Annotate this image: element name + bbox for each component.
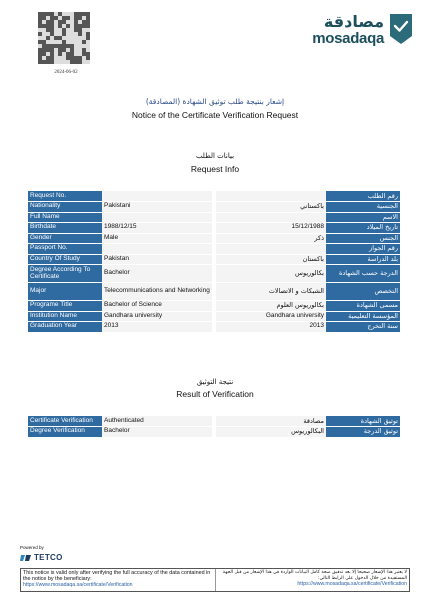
row-value: Bachelor	[102, 265, 212, 283]
row-label-arabic: رقم الجواز	[326, 244, 400, 255]
tetco-logo	[20, 553, 63, 562]
row-value: Authenticated	[102, 416, 212, 427]
row-label: Major	[28, 283, 102, 301]
row-value-arabic	[216, 244, 326, 255]
table-row	[28, 416, 400, 427]
table-row	[28, 202, 400, 213]
tetco-brand-text: TETCO	[34, 553, 63, 562]
logo-english-text: mosadaqa	[312, 30, 384, 47]
request-info-heading: Request Info	[190, 164, 240, 174]
verification-link-arabic[interactable]: https://www.mosadaqa.sa/certificate/Verification	[297, 581, 407, 587]
result-heading: Result of Verification	[176, 389, 254, 399]
row-value-arabic: Gandhara university	[216, 311, 326, 322]
table-row	[28, 212, 400, 223]
row-label-arabic: المؤسسة التعليمية	[326, 311, 400, 322]
row-value: Pakistani	[102, 202, 212, 213]
notice-arabic	[215, 569, 409, 591]
table-row	[28, 191, 400, 202]
result-heading-arabic: نتيجة التوثيق	[196, 378, 234, 386]
table-row	[28, 233, 400, 244]
table-row	[28, 265, 400, 283]
row-label: Gender	[28, 233, 102, 244]
tetco-mark-icon	[20, 554, 32, 562]
verification-link-english[interactable]: https://www.mosadaqa.sa/certificate/Verification	[23, 582, 133, 589]
row-label: Country Of Study	[28, 254, 102, 265]
page-title: Notice of the Certificate Verification Request	[131, 110, 299, 120]
qr-date: 2024-06-02	[54, 70, 78, 75]
row-value-arabic: بكالوريوس العلوم	[216, 301, 326, 312]
powered-by-label: Powered by	[20, 545, 44, 550]
row-value: Male	[102, 233, 212, 244]
row-value: Gandhara university	[102, 311, 212, 322]
row-label-arabic: الدرجة حسب الشهادة	[326, 265, 400, 283]
table-row	[28, 322, 400, 333]
row-label: Certificate Verification	[28, 416, 102, 427]
row-value	[102, 212, 212, 223]
row-value-arabic: 15/12/1988	[216, 223, 326, 234]
row-label-arabic: توثيق الشهادة	[326, 416, 400, 427]
row-value-arabic: بكالوريوس	[216, 265, 326, 283]
qr-code	[38, 12, 90, 64]
row-label: Programe Title	[28, 301, 102, 312]
row-label-arabic: الاسم	[326, 212, 400, 223]
notice-arabic-text: لا يعتبر هذا الإشعار صحيحا إلا بعد تدقيق صحة كامل البيانات الواردة في هذا الإشعار من قبل الجهة المستفيدة من خلال الدخول على الرابط التالي:	[222, 570, 407, 581]
row-label-arabic: بلد الدراسة	[326, 254, 400, 265]
row-label-arabic: التخصص	[326, 283, 400, 301]
request-info-heading-arabic: بيانات الطلب	[195, 152, 235, 160]
row-label: Request No.	[28, 191, 102, 202]
logo-mark-icon	[390, 14, 412, 44]
row-label-arabic: رقم الطلب	[326, 191, 400, 202]
result-table	[28, 416, 400, 438]
row-value-arabic	[216, 191, 326, 202]
table-row	[28, 223, 400, 234]
row-label-arabic: سنة التخرج	[326, 322, 400, 333]
request-info-table	[28, 191, 400, 333]
row-value	[102, 191, 212, 202]
mosadaqa-logo	[312, 14, 412, 46]
row-value-arabic: باكستاني	[216, 202, 326, 213]
logo-arabic-text: مصادقة	[323, 12, 384, 31]
row-value: Bachelor of Science	[102, 301, 212, 312]
row-label: Degree According To Certificate	[28, 265, 102, 283]
row-value-arabic: باكستان	[216, 254, 326, 265]
row-value-arabic: الشبكات و الاتصالات	[216, 283, 326, 301]
row-value-arabic: البكالوريوس	[216, 427, 326, 438]
row-label: Institution Name	[28, 311, 102, 322]
row-value	[102, 244, 212, 255]
notice-english-text: This notice is valid only after verifying the full accuracy of the data contained in the notice by the beneficiary:	[23, 570, 211, 583]
table-row	[28, 254, 400, 265]
row-label-arabic: مسمى الشهادة	[326, 301, 400, 312]
row-label: Birthdate	[28, 223, 102, 234]
notice-english	[21, 569, 215, 591]
row-value-arabic	[216, 212, 326, 223]
page-title-arabic: إشعار بنتيجة طلب توثيق الشهادة (المصادقة)	[145, 97, 285, 106]
row-label-arabic: الجنسية	[326, 202, 400, 213]
row-label-arabic: الجنس	[326, 233, 400, 244]
row-value-arabic: مصادقة	[216, 416, 326, 427]
row-value: 2013	[102, 322, 212, 333]
row-label-arabic: توثيق الدرجة	[326, 427, 400, 438]
row-value: Telecommunications and Networking	[102, 283, 212, 301]
row-label: Full Name	[28, 212, 102, 223]
row-value: Bachelor	[102, 427, 212, 438]
row-label: Nationality	[28, 202, 102, 213]
table-row	[28, 427, 400, 438]
row-label: Passport No.	[28, 244, 102, 255]
row-label: Degree Verification	[28, 427, 102, 438]
row-value-arabic: ذكر	[216, 233, 326, 244]
row-label-arabic: تاريخ الميلاد	[326, 223, 400, 234]
table-row	[28, 311, 400, 322]
table-row	[28, 283, 400, 301]
row-value: Pakistan	[102, 254, 212, 265]
table-row	[28, 244, 400, 255]
validity-notice	[20, 568, 410, 592]
row-value: 1988/12/15	[102, 223, 212, 234]
row-value-arabic: 2013	[216, 322, 326, 333]
table-row	[28, 301, 400, 312]
row-label: Graduation Year	[28, 322, 102, 333]
